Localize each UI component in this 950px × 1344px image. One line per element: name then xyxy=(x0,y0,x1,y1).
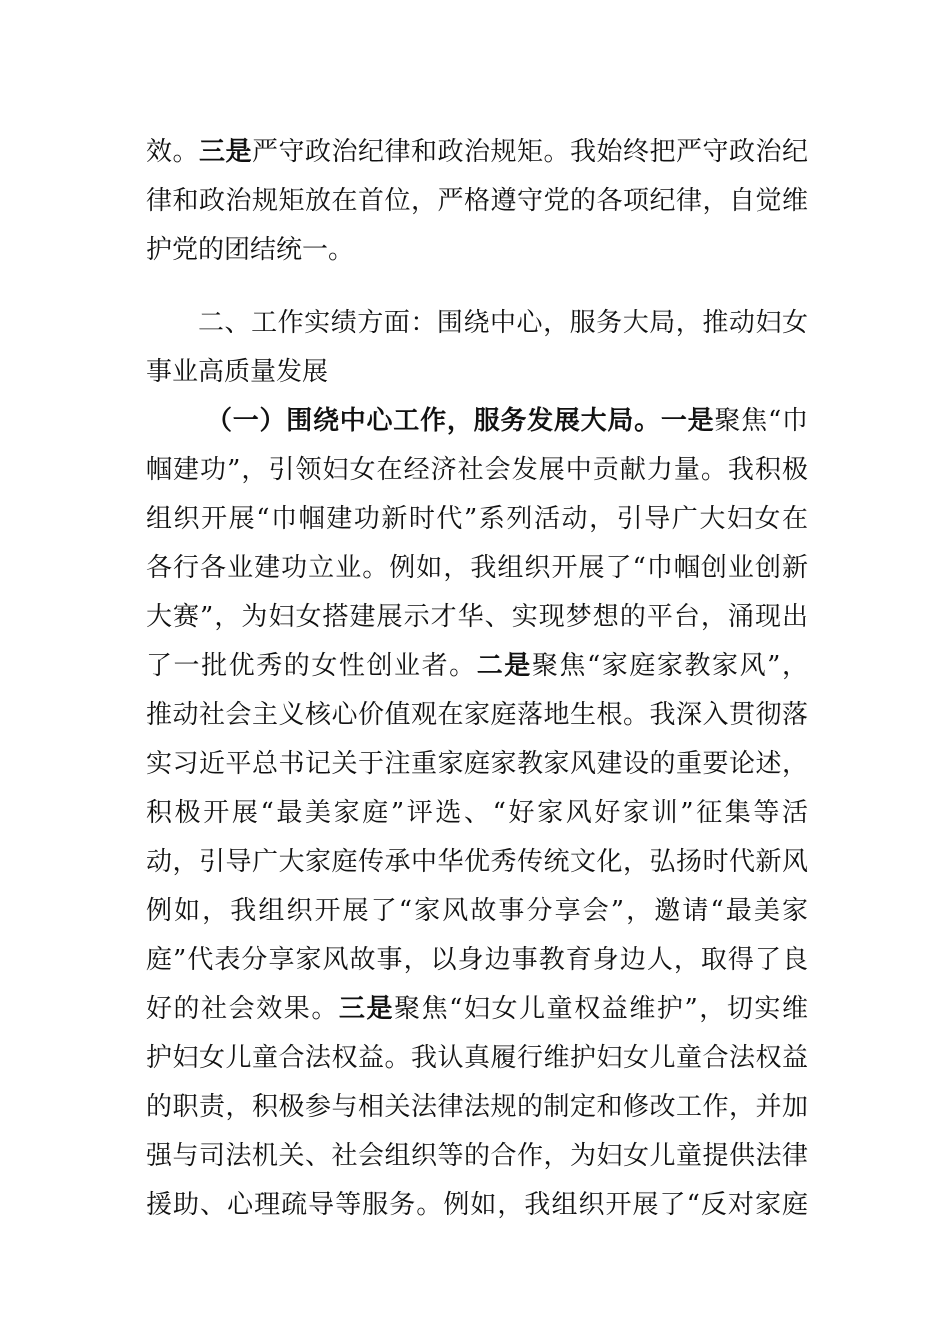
paragraph-serve-development xyxy=(146,397,808,1230)
text-segment: 了一批优秀的女性创业者。 xyxy=(146,651,477,681)
bold-keyword: 三是 xyxy=(199,137,252,167)
bold-keyword: 三是 xyxy=(338,994,395,1024)
text-line: 推动社会主义核心价值观在家庭落地生根。我深入贯彻落 xyxy=(146,700,808,730)
document-body xyxy=(146,128,808,1230)
paragraph-political-discipline xyxy=(146,128,808,275)
text-segment: 聚焦“妇女儿童权益维护”，切实维 xyxy=(394,994,808,1024)
heading-line: 二、工作实绩方面：围绕中心，服务大局，推动妇女 xyxy=(198,308,808,338)
spacer xyxy=(146,275,808,299)
text-segment: 严守政治纪律和政治规矩。我始终把严守政治纪 xyxy=(252,137,808,167)
text-line xyxy=(146,397,808,446)
bold-keyword: 一是 xyxy=(660,406,715,436)
text-line: 律和政治规矩放在首位，严格遵守党的各项纪律，自觉维 xyxy=(146,186,808,216)
text-line xyxy=(146,985,808,1034)
text-segment: 聚焦“家庭家教家风”， xyxy=(531,651,808,681)
heading-line: 事业高质量发展 xyxy=(146,357,329,387)
text-line: 动，引导广大家庭传承中华优秀传统文化，弘扬时代新风 xyxy=(146,847,808,877)
text-line: 组织开展“巾帼建功新时代”系列活动，引导广大妇女在 xyxy=(146,504,808,534)
text-line: 护党的团结统一。 xyxy=(146,235,355,265)
text-line: 实习近平总书记关于注重家庭家教家风建设的重要论述， xyxy=(146,749,808,779)
text-line: 积极开展“最美家庭”评选、“好家风好家训”征集等活 xyxy=(146,798,808,828)
text-segment: 效。 xyxy=(146,137,199,167)
text-line: 援助、心理疏导等服务。例如，我组织开展了“反对家庭 xyxy=(146,1190,808,1220)
text-line: 帼建功”，引领妇女在经济社会发展中贡献力量。我积极 xyxy=(146,455,808,485)
subsection-title: （一）围绕中心工作，服务发展大局。 xyxy=(206,406,661,436)
text-line: 强与司法机关、社会组织等的合作，为妇女儿童提供法律 xyxy=(146,1141,808,1171)
text-line xyxy=(146,128,808,177)
text-segment: 好的社会效果。 xyxy=(146,994,339,1024)
text-line: 例如，我组织开展了“家风故事分享会”，邀请“最美家 xyxy=(146,896,808,926)
text-line: 的职责，积极参与相关法律法规的制定和修改工作，并加 xyxy=(146,1092,808,1122)
text-segment: 聚焦“巾 xyxy=(714,406,808,436)
section-heading xyxy=(146,299,808,397)
text-line xyxy=(146,642,808,691)
bold-keyword: 二是 xyxy=(476,651,532,681)
text-line: 庭”代表分享家风故事，以身边事教育身边人，取得了良 xyxy=(146,945,808,975)
text-line: 护妇女儿童合法权益。我认真履行维护妇女儿童合法权益 xyxy=(146,1043,808,1073)
text-line: 大赛”，为妇女搭建展示才华、实现梦想的平台，涌现出 xyxy=(146,602,808,632)
text-line: 各行各业建功立业。例如，我组织开展了“巾帼创业创新 xyxy=(146,553,808,583)
